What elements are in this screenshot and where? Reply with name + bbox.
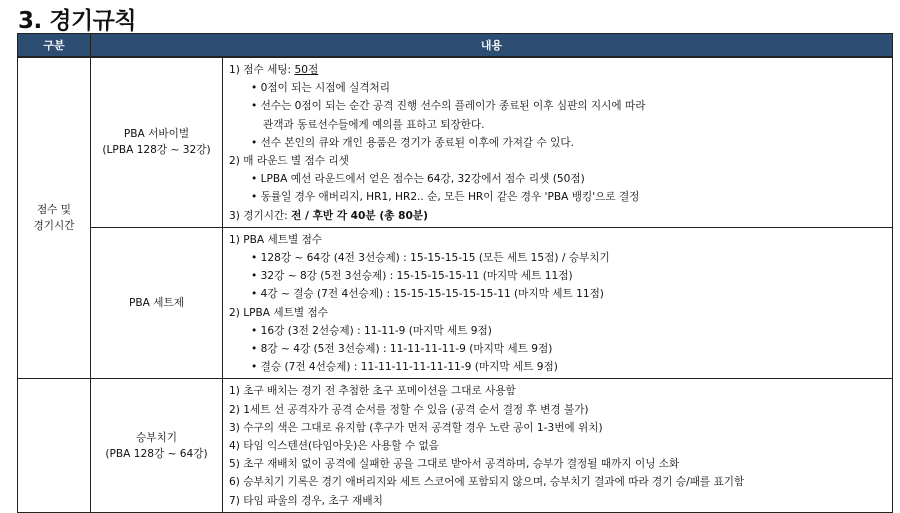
bullet: • 8강 ~ 4강 (5전 3선승제) : 11-11-11-11-9 (마지막 세트 9점) [251,343,553,356]
row-label: PBA 세트제 [129,297,184,310]
row-content-survival [223,57,893,227]
bullet: • 32강 ~ 8강 (5전 3선승제) : 15-15-15-15-11 (마지막 세트 11점) [251,270,573,283]
rule-item: 7) 타임 파울의 경우, 초구 재배치 [229,494,383,507]
row-content-set [223,227,893,379]
category-label: 점수 및 경기시간 [33,204,75,233]
row-label: 승부치기 (PBA 128강 ~ 64강) [105,431,208,460]
bullet: • 결승 (7전 4선승제) : 11-11-11-11-11-11-9 (마지막 세트 9점) [251,361,558,374]
content-line: 1) PBA 세트별 점수 [229,233,323,246]
bullet: • LPBA 예선 라운드에서 얻은 점수는 64강, 32강에서 점수 리셋 (50점) [251,173,585,186]
content-line: 2) LPBA 세트별 점수 [229,306,328,319]
table-row [18,379,893,512]
bullet: • 4강 ~ 결승 (7전 4선승제) : 15-15-15-15-15-15-11 (마지막 세트 11점) [251,288,604,301]
bullet: • 0점이 되는 시점에 실격처리 [251,82,391,95]
rule-item: 6) 승부치기 기록은 경기 애버리지와 세트 스코어에 포함되지 않으며, 승부치기 결과에 따라 경기 승/패를 표기함 [229,476,745,489]
content-line: 2) 매 라운드 별 점수 리셋 [229,155,349,168]
bullet: • 선수는 0점이 되는 순간 공격 진행 선수의 플레이가 종료된 이후 심판의 지시에 따라 [251,100,646,113]
row-label-survival [91,57,223,227]
category-cell [18,57,91,379]
bullet: • 선수 본인의 큐와 개인 용품은 경기가 종료된 이후에 가져갈 수 있다. [251,136,574,149]
bullet: • 128강 ~ 64강 (4전 3선승제) : 15-15-15-15 (모든 세트 15점) / 승부치기 [251,252,610,265]
row-label: PBA 서바이벌 (LPBA 128강 ~ 32강) [102,128,211,157]
rule-item: 1) 초구 배치는 경기 전 추첨한 초구 포메이션을 그대로 사용함 [229,385,516,398]
bullet: • 동률일 경우 애버리지, HR1, HR2.. 순, 모든 HR이 같은 경우 'PBA 뱅킹'으로 결정 [251,191,640,204]
line-text: 1) 점수 세팅: [229,64,295,76]
rule-item: 2) 1세트 선 공격자가 공격 순서를 정할 수 있음 (공격 순서 결정 후 변경 불가) [229,403,589,416]
header-category: 구분 [18,34,91,58]
rule-item: 4) 타임 익스텐션(타임아웃)은 사용할 수 없음 [229,440,439,453]
rules-table [17,33,893,513]
line-text: 3) 경기시간: [229,209,292,222]
row-label-set [91,227,223,379]
rule-item: 5) 초구 재배치 없이 공격에 실패한 공을 그대로 받아서 공격하며, 승부가 결정될 때까지 이닝 소화 [229,458,680,471]
table-row [18,227,893,379]
bullet-continued: 관객과 동료선수들에게 예의를 표하고 퇴장한다. [263,118,485,131]
rule-item: 3) 수구의 색은 그대로 유지함 (후구가 먼저 공격할 경우 노란 공이 1-3번에 위치) [229,421,603,434]
score-value: 50점 [294,64,319,76]
category-cell-empty [18,379,91,512]
row-label-tiebreak [91,379,223,512]
table-header [18,34,893,58]
table-row [18,57,893,227]
section-title: 3. 경기규칙 [18,8,137,34]
content-line [229,207,884,225]
header-content: 내용 [91,34,893,58]
time-value: 전 / 후반 각 40분 (총 80분) [291,209,428,222]
row-content-tiebreak [223,379,893,512]
bullet: • 16강 (3전 2선승제) : 11-11-9 (마지막 세트 9점) [251,324,492,337]
content-line [229,61,884,79]
